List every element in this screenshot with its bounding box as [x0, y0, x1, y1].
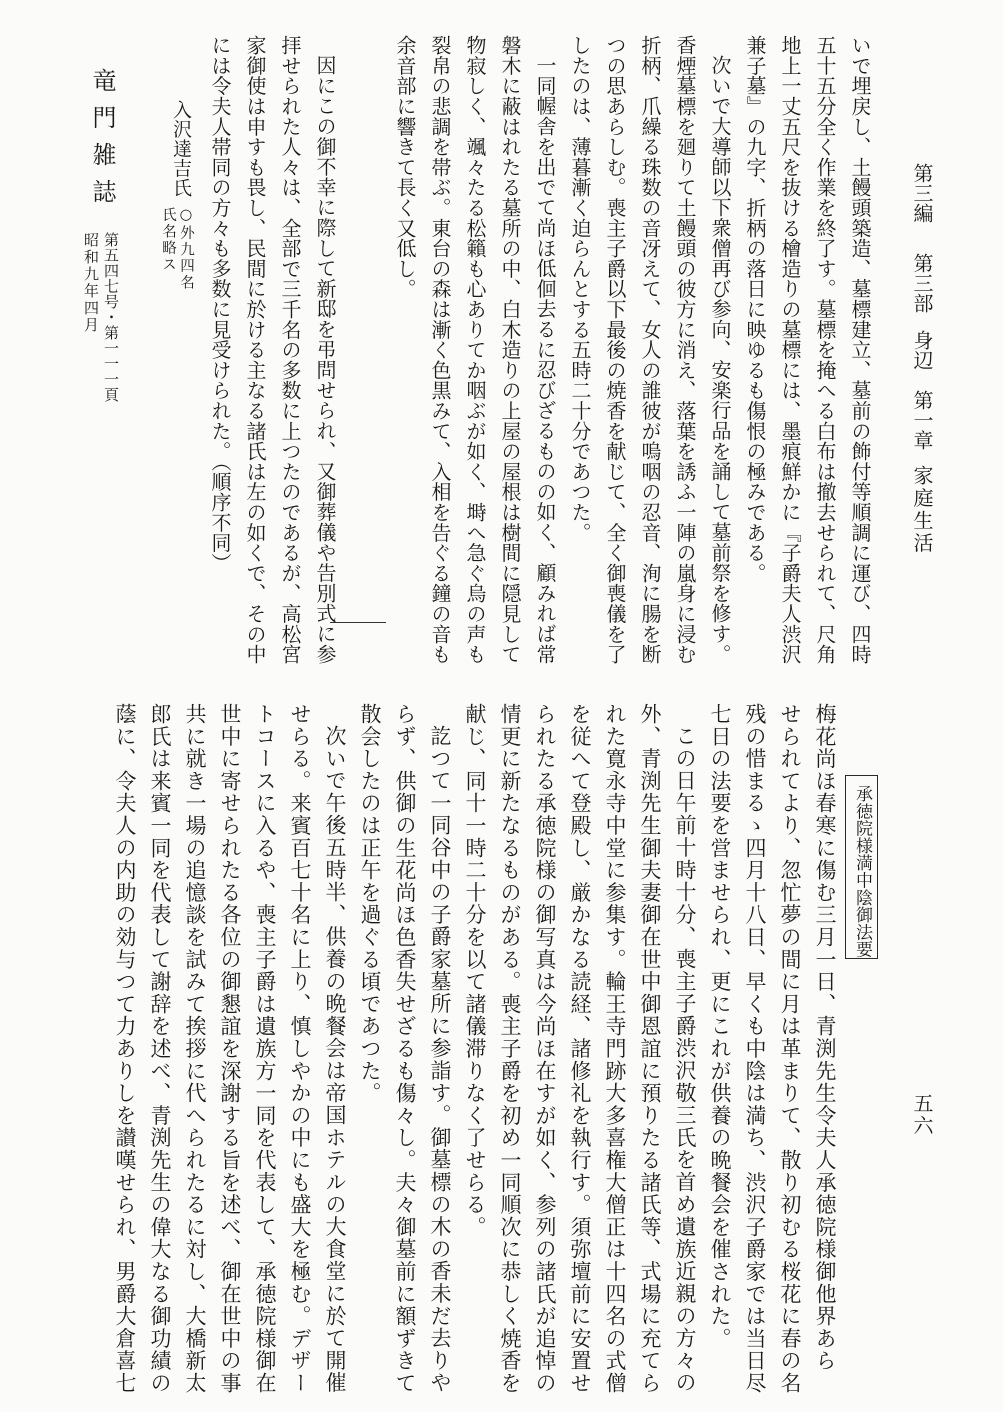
header-section: 第三部 [910, 253, 934, 313]
article-line: 訖つて一同谷中の子爵家墓所に参詣す。御墓標の木の香未だ去りや [428, 725, 452, 1395]
article-line: つの思あらしむ。喪主子爵以下最後の焼香を献じて、全く御喪儀を了 [603, 35, 627, 665]
article-line: 一同幄舎を出でて尚ほ低佪去るに忍びざるものの如く、顧みれば常 [533, 55, 557, 665]
article-line: 献じ、同十一時二十分を以て諸儀滞りなく了せらる。 [463, 703, 487, 1239]
article-line: 世中に寄せられたる各位の御懇誼を深謝する旨を述べ、御在世中の事 [218, 703, 242, 1395]
article-line: 次いで午後五時半、供養の晩餐会は帝国ホテルの大食堂に於て開催 [323, 725, 347, 1395]
source-date: 昭和九年四月 [82, 232, 100, 334]
page-number: 五六 [910, 1093, 934, 1137]
article-line: したのは、薄暮漸く迫らんとする五時二十分であつた。 [568, 35, 592, 543]
notice-line: には令夫人帯同の方々も多数に見受けられた。（順序不同） [208, 35, 232, 574]
article-line: せられてより、忽忙夢の間に月は革まりて、散り初むる桜花に春の名 [778, 703, 802, 1395]
source-issue: 第五四七号・第一一一頁 [102, 232, 120, 403]
article-line: 七日の法要を営ませられ、更にこれが供養の晩餐会を催された。 [708, 703, 732, 1350]
article-line: 物寂しく、颯々たる松籟も心ありてか咽ぶが如く、塒へ急ぐ烏の声も [463, 35, 487, 665]
article-line: 五十五分全く作業を終了す。墓標を掩へる白布は撤去せられて、尺角 [813, 35, 837, 665]
attendee-omitted-note: 氏名略ス [160, 207, 176, 273]
article-line: 香煙墓標を廻りて土饅頭の彼方に消え、落葉を誘ふ一陣の嵐身に浸む [673, 35, 697, 665]
article-line: 情更に新たなるものがある。喪主子爵を初め一同順次に恭しく焼香を [498, 703, 522, 1395]
notice-line: 家御使は申すも畏し、民間に於ける主なる諸氏は左の如くで、その中 [243, 35, 267, 665]
article-line: を従へて登殿し、厳かなる読経、諸修礼を執行す。須弥壇前に安置せ [568, 703, 592, 1395]
article-line: 共に就き一場の追憶談を試みて挨拶に代へられたるに対し、大橋新太 [183, 703, 207, 1395]
article-line: 磐木に蔽はれたる墓所の中、白木造りの上屋の屋根は樹間に隠見して [498, 35, 522, 665]
article-line: 余音部に響きて長く又低し。 [393, 35, 417, 299]
article-line: 次いで大導師以下衆僧再び参向、安楽行品を誦して墓前祭を修す。 [708, 55, 732, 665]
attendee-name: 入沢達吉氏 [170, 100, 192, 198]
article-line: 散会したのは正午を過ぐる頃であつた。 [358, 703, 382, 1105]
article-line: この日午前十時十分、喪主子爵渋沢敬三氏を首め遺族近親の方々の [673, 725, 697, 1395]
article-line: トコースに入るや、喪主子爵は遺族方一同を代表して、承徳院様御在 [253, 703, 277, 1395]
condolence-notice [202, 35, 342, 675]
memorial-article [107, 703, 842, 1403]
article-line: 残の惜まるゝ四月十八日、早くも中陰は満ち、渋沢子爵家では当日尽 [743, 703, 767, 1395]
header-chapter: 第一章 [910, 390, 934, 450]
notice-line: 因にこの御不幸に際して新邸を弔問せられ、又御葬儀や告別式に参 [313, 55, 337, 665]
article-line: いで埋戻し、土饅頭築造、墓標建立、墓前の飾付等順調に運び、四時 [848, 35, 872, 665]
article-line: 梅花尚ほ春寒に傷む三月一日、青渕先生令夫人承徳院様御他界あら [813, 703, 837, 1372]
article-line: 折柄、爪繰る珠数の音冴えて、女人の誰彼が嗚咽の忍音、洵に腸を断 [638, 35, 662, 665]
article-line: 蔭に、令夫人の内助の効与つて力ありしを讃嘆せられ、男爵大倉喜七 [113, 703, 137, 1395]
article-line: 裂帛の悲調を帯ぶ。東台の森は漸く色黒みて、入相を告ぐる鐘の音も [428, 35, 452, 665]
article-line: 外、青渕先生御夫妻御在世中御恩誼に預りたる諸氏等、式場に充てら [638, 703, 662, 1395]
article-line: られたる承徳院様の御写真は今尚ほ在すが如く、参列の諸氏が追悼の [533, 703, 557, 1395]
header-part: 第三編 [910, 163, 934, 223]
article-line: 地上一丈五尺を抜ける檜造りの墓標には、墨痕鮮かに『子爵夫人渋沢 [778, 35, 802, 665]
article-line: せらる。来賓百七十名に上り、慎しやかの中にも盛大を極む。デザー [288, 703, 312, 1395]
upper-article [387, 35, 877, 675]
attendee-count-note: ○外九四名 [178, 207, 194, 291]
notice-line: 拝せられた人々は、全部で三千名の多数に上つたのであるが、高松宮 [278, 35, 302, 665]
article-line: らず、供御の生花尚ほ色香失せざるも傷々し。夫々御墓前に額ずきて [393, 703, 417, 1395]
article-line: 郎氏は来賓一同を代表して謝辞を述べ、青渕先生の偉大なる御功績の [148, 703, 172, 1395]
header-topic: 身辺 [910, 330, 934, 370]
header-title: 家庭生活 [910, 465, 934, 555]
article-line: れた寛永寺中堂に参集す。輪王寺門跡大多喜権大僧正は十四名の式僧 [603, 703, 627, 1395]
article-line: 兼子墓』の九字、折柄の落日に映ゆるも傷恨の極みである。 [743, 35, 767, 584]
source-magazine: 竜門雑誌 [88, 68, 116, 216]
memorial-article-title: 承徳院様満中陰御法要 [845, 775, 878, 959]
